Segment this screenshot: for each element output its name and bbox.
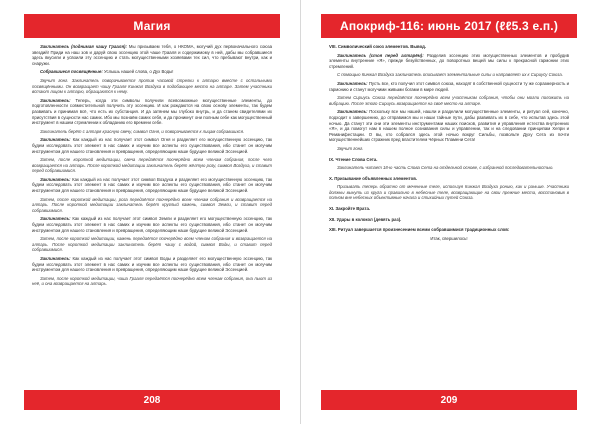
speaker-label: Заклинатель: <box>40 97 71 103</box>
paragraph-text: Затем, после короткой медитации, чаша Грааля передаётся поочерёдно всем членам собрания, она пьют из неё, и она возвращается на алтарь. <box>32 275 272 287</box>
paragraph-text: Итак, свершилось! <box>430 235 468 241</box>
section-heading: X. Призывание объявленных элементов. <box>329 175 418 181</box>
paragraph-text: Затем Сириусь Союза передаётся поочерёдно всем участникам собрания, чтобы они могли положить на вибрацию. После этого Сириусь возвращается на своё место на алтаре. <box>329 95 569 106</box>
speaker-label: Заклинатель (поднимая чашу Грааля): <box>40 44 127 49</box>
paragraph-text: Мы призываем тебя, о НКОМА, могучий дух первоначального союза звездий! Приди на наш зов и даруй свою эссенцию этой чаше Грааля и содержимому в ней, дабы мы собравшиеся здесь вкусили и усвоили эту эссенцию и стать могущественными хозяевами тех сил, что пребывают внутри, как и снаружи. <box>32 44 272 66</box>
left-page-number: 208 <box>143 394 161 406</box>
rubric-paragraph <box>329 72 569 78</box>
right-footer-bar <box>321 390 577 410</box>
body-paragraph <box>32 69 272 75</box>
left-footer-bar <box>24 390 280 410</box>
section-heading: VIII. Символический союз элементов. Вывод. <box>329 44 427 49</box>
rubric-paragraph <box>329 95 569 106</box>
paragraph-text: Теперь, когда эти символы получили всевозможные могущественные элементы, до подготовленности совместительной получить эту эссенцию. И как рождаются на свою основу элементы, так будем развивать и принимая всё, что есть их субстанция. И да затянем мы глубоко внутрь, и да станем свидетелями их присутствия в сущности нас самих. Ибо мы познаём самих себя, и да проникнут они полным себе как могущественный инструмент в нашем стремлении к обладанию его времени себе. <box>32 97 273 126</box>
paragraph-text: Заклинатель читает 18-ю часть Слова Сета на отдельной основе, с избранной последовательностью. <box>337 165 554 171</box>
body-paragraph <box>329 53 569 70</box>
paragraph-text: Как каждый из нас получает этот символ Земли и разделяет его могущественную эссенцию, так будем исследовать этот элемент в нас самих и изучим все аспекты его существования, ибо станет он могучим инструментом для нашего становления и превращения, определяющим наше будущее великой Эссенцией. <box>32 216 273 233</box>
section-heading: XI. Закройте Врата. <box>329 206 371 212</box>
left-header-title: Магия <box>133 19 171 33</box>
body-paragraph <box>32 177 272 194</box>
speaker-label: Заклинатель: <box>40 216 71 222</box>
rubric-paragraph <box>32 276 272 287</box>
body-paragraph <box>32 137 272 154</box>
closing-line <box>329 236 569 242</box>
paragraph-text: Затем, после короткой медитации, камень передаётся поочерёдно всем членам собрания и возвращается на алтарь. После короткой медитации заклинатель берёт чашу с водой, символ Воды, и ставит перед собравшимися. <box>32 236 272 253</box>
rubric-paragraph <box>329 184 569 201</box>
right-page-number: 209 <box>440 394 458 406</box>
paragraph-text: Пусть все, кто получил этот символ союза, находят в собственной сущности ту же соразмерность и гармонию и станут могучими живыми богами в мире людей. <box>329 80 569 92</box>
paragraph-text: Звучит гонг. <box>337 145 364 151</box>
speaker-label: Собравшиеся посвящённые: <box>40 69 103 75</box>
section-heading: XIII. Ритуал завершается произнесением всеми собравшимися традиционных слов: <box>329 227 510 233</box>
left-header-bar <box>24 14 280 38</box>
paragraph-text: Звучит гонг. Заклинатель поворачивается против часовой стрелки к алтарю вместе с остальными посвящёнными. Он возвращает чашу Грааля Кинжал Воздуха в подобающее место на алтаре. Затем участники встают лицом к алтарю, обращаются к нему. <box>32 77 272 95</box>
left-page-body <box>32 44 272 287</box>
rubric-paragraph <box>32 129 272 135</box>
paragraph-text: Поскольку все мы нашей, нашли и разделили могущественные элементы, и ритуал сей, конечно, подходит к завершению, до отправимся мы и наши тайные пути, дабы развивать их в себе, что испытав здесь этой ночью. Да станут эти они эти элементы инструментами наших поисков, развития и управления естества внутренних «Я», и да помогут нам в нашем полное сознавания силы и управлении, так и на следовании принципам Хепри и Реманифестации. О вы, кто собрался здесь этой ночью вокруг Сильбы, позвольте Духу Сета из почти могущественнейших стражник пред властителем Чёрных Пламени Сета! <box>329 109 569 143</box>
paragraph-text: Как каждый из нас получает этот символ Воздуха и разделяет его могущественную эссенцию, так будем исследовать этот элемент в нас самих и изучим все аспекты его существования, ибо станет он могучим инструментом для нашего становления и превращения, определяющим наше будущее великой Эссенцией. <box>32 176 272 194</box>
speaker-label: Заклинатель: <box>40 137 71 143</box>
rubric-paragraph <box>32 78 272 95</box>
right-header-title: Апокриф-116: июнь 2017 (ℓℓ5.3 е.п.) <box>339 19 559 33</box>
paragraph-text: Затем, после короткой медитации, свеча передаётся поочерёдно всем членам собрания, после чего возвращается на алтарь. После короткой медитации заклинатель берёт жёлтую розу, символ Воздуха, и ставит перед собравшимися. <box>32 157 272 174</box>
body-paragraph <box>32 256 272 273</box>
rubric-paragraph <box>32 157 272 174</box>
speaker-label: Заклинатель: <box>40 256 71 261</box>
paragraph-text: Как каждый из нас получает этот символ Огня и разделяет его могущественную эссенцию, так будем исследовать этот элемент в нас самих и изучим все аспекты его существования, ибо станет он могучим инструментом для нашего становления и превращения, определяющим наше будущее великой Эссенцией. <box>32 137 272 154</box>
right-page <box>300 0 600 424</box>
paragraph-text: Затем, после короткой медитации, роза передаётся поочерёдно всем членам собрания и возвращается на алтарь. После короткой медитации заклинатель берёт круглый камень, символ Земли, и ставит перед собравшимися. <box>32 196 272 213</box>
body-paragraph <box>32 44 272 66</box>
paragraph-text: Призывать теперь обратно от меченные теле, используя Кинжал Воздуха ронию, как и раньше. Участники должны вынуть из круга и правильно в небесные теле, возвращающие на свои прежние места, восстановив в полном вне небесных объективные начала и стихийных путей Союза. <box>329 184 569 201</box>
body-paragraph <box>329 109 569 143</box>
right-header-bar <box>321 14 577 38</box>
rubric-paragraph <box>32 197 272 214</box>
paragraph-text: Как каждый из нас получает этот символ Воды и разделяет его могущественную эссенцию, так будем исследовать этот элемент в нас самих и изучим все аспекты его существования, ибо станет он могучим инструментом для нашего становления и превращения, определяющим наше будущее великой Эссенцией. <box>32 256 272 273</box>
rubric-paragraph <box>329 165 569 171</box>
speaker-label: Заклинатель: <box>337 80 368 86</box>
body-paragraph <box>32 98 272 126</box>
body-paragraph <box>329 81 569 92</box>
right-page-body <box>329 44 569 241</box>
paragraph-text: Услышь нашей слова, о Дух Воды! <box>104 69 174 75</box>
rubric-paragraph <box>329 146 569 152</box>
paragraph-text: Заклинатель берёт с алтаря красную свечу, символ Огня, и поворачивается к лицам собравшихся. <box>40 128 245 134</box>
paragraph-text: С помощью Кинжал Воздуха заклинатель описывает элементальные силы и направляет их к Сириусу Союза. <box>337 72 563 78</box>
section-heading: IX. Чтение Слова Сета. <box>329 156 378 162</box>
speaker-label: Заклинатель (стоя перед алтарём): <box>337 52 424 58</box>
section-heading: XII. Удары в колокол (девять раз). <box>329 216 402 222</box>
rubric-paragraph <box>32 236 272 253</box>
speaker-label: Заклинатель: <box>40 176 71 182</box>
body-paragraph <box>32 216 272 233</box>
speaker-label: Заклинатель: <box>337 109 368 115</box>
paragraph-text: Разделив эссенцию этих могущественных элементов и пробудив элементы внутренние «Я», прежде безуйственных, до поворотных вещей мы силы к прекрасной гармонии этих стремлений. <box>329 52 569 69</box>
